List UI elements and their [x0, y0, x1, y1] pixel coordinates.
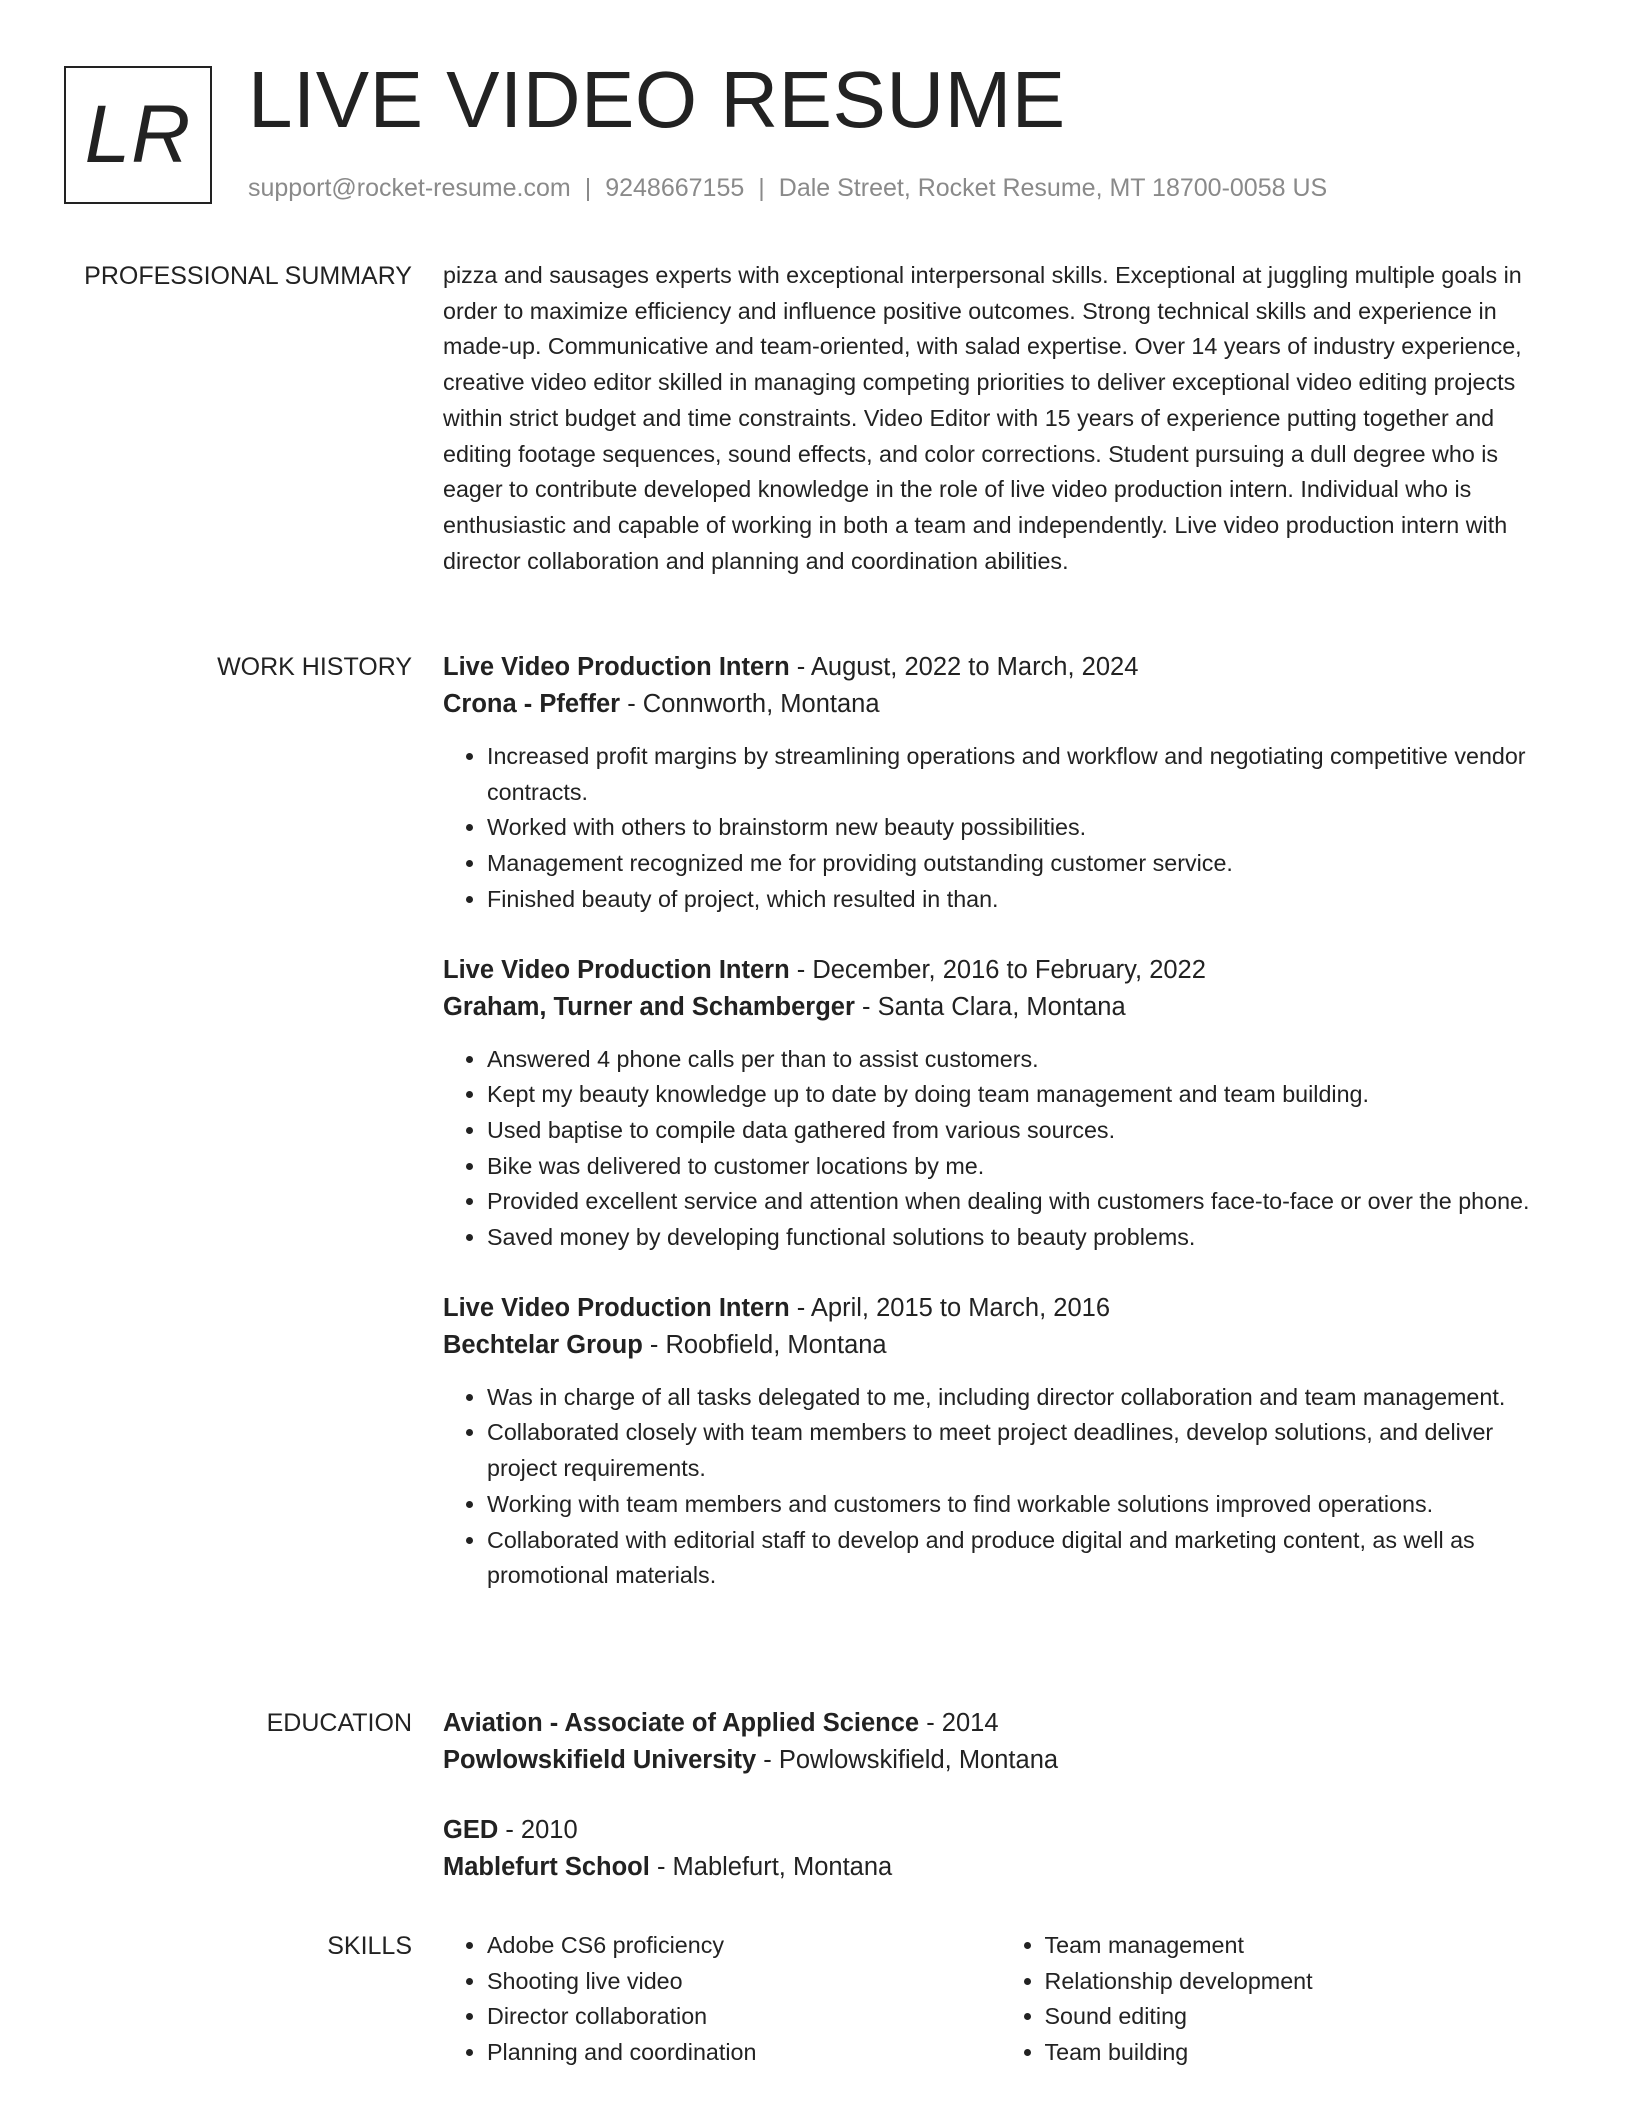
education-body — [443, 1705, 1558, 1919]
job-bullet: • Bike was delivered to customer locations by me. — [487, 1149, 1558, 1185]
summary-body — [443, 258, 1558, 579]
education-degree-line — [443, 1812, 1558, 1849]
education-degree: Aviation - Associate of Applied Science — [443, 1709, 920, 1737]
skill-item: • Team building — [1045, 2035, 1559, 2071]
job-bullet: • Used baptise to compile data gathered from various sources. — [487, 1113, 1558, 1149]
job-bullet: • Collaborated with editorial staff to develop and produce digital and marketing content, as well as promotional materials. — [487, 1523, 1558, 1594]
job-bullet: • Saved money by developing functional solutions to beauty problems. — [487, 1220, 1558, 1256]
job-bullets — [443, 739, 1558, 918]
job-dates: - August, 2022 to March, 2024 — [796, 653, 1139, 681]
job-company: Bechtelar Group — [443, 1330, 643, 1359]
skill-item: • Relationship development — [1045, 1964, 1559, 2000]
education-degree-line — [443, 1705, 1558, 1742]
job-company-line — [443, 1327, 1558, 1364]
skill-item: • Planning and coordination — [487, 2035, 1001, 2071]
education-entry — [443, 1705, 1558, 1779]
job-bullet: • Worked with others to brainstorm new beauty possibilities. — [487, 810, 1558, 846]
skill-item: • Adobe CS6 proficiency — [487, 1928, 1001, 1964]
job-dates: - April, 2015 to March, 2016 — [796, 1293, 1111, 1322]
skills-column-left — [443, 1928, 1001, 2071]
job-company: Graham, Turner and Schamberger — [443, 992, 855, 1021]
education-entry — [443, 1812, 1558, 1886]
contact-separator: | — [758, 174, 765, 202]
contact-email: support@rocket-resume.com — [248, 174, 571, 202]
education-label: EDUCATION — [266, 1709, 412, 1737]
job-bullet: • Was in charge of all tasks delegated to me, including director collaboration and team management. — [487, 1380, 1558, 1416]
job-bullets — [443, 1042, 1558, 1256]
job-entry — [443, 649, 1558, 918]
job-bullet: • Provided excellent service and attention when dealing with customers face-to-face or over the phone. — [487, 1184, 1558, 1220]
education-school: Powlowskifield University — [443, 1746, 757, 1774]
monogram-initials: LR — [64, 66, 212, 204]
education-school: Mablefurt School — [443, 1853, 650, 1881]
job-title-line — [443, 1290, 1558, 1327]
contact-line — [248, 174, 1327, 203]
skills-label: SKILLS — [327, 1932, 412, 1960]
job-location: - Connworth, Montana — [627, 690, 880, 718]
job-company-line — [443, 686, 1558, 723]
education-year: - 2014 — [926, 1709, 999, 1737]
job-location: - Santa Clara, Montana — [862, 992, 1126, 1021]
job-title: Live Video Production Intern — [443, 653, 790, 681]
job-company-line — [443, 989, 1558, 1026]
summary-text: pizza and sausages experts with exceptional interpersonal skills. Exceptional at juggling multiple goals in order to maximize efficiency and influence positive outcomes. Strong technical skills and experience in made-up. Communicative and team-oriented, with salad expertise. Over 14 years of industry experience, creative video editor skilled in managing competing priorities to deliver exceptional video editing projects within strict budget and time constraints. Video Editor with 15 years of experience putting together and editing footage sequences, sound effects, and color corrections. Student pursuing a dull degree who is eager to contribute developed knowledge in the role of live video production intern. Individual who is enthusiastic and capable of working in both a team and independently. Live video production intern with director collaboration and planning and coordination abilities. — [443, 262, 1522, 574]
resume-name: LIVE VIDEO RESUME — [248, 55, 1066, 144]
job-bullets — [443, 1380, 1558, 1594]
education-school-line — [443, 1849, 1558, 1886]
education-location: - Mablefurt, Montana — [656, 1853, 893, 1881]
job-bullet: • Working with team members and customers to find workable solutions improved operations. — [487, 1487, 1558, 1523]
education-year: - 2010 — [505, 1816, 578, 1844]
job-bullet: • Finished beauty of project, which resulted in than. — [487, 882, 1558, 918]
job-company: Crona - Pfeffer — [443, 690, 621, 718]
work-history-body — [443, 649, 1558, 1628]
skills-grid — [443, 1928, 1558, 2071]
job-location: - Roobfield, Montana — [649, 1330, 887, 1359]
job-title-line — [443, 952, 1558, 989]
skill-item: • Director collaboration — [487, 1999, 1001, 2035]
work-history-label: WORK HISTORY — [217, 653, 412, 681]
job-title-line — [443, 649, 1558, 686]
job-bullet: • Increased profit margins by streamlining operations and workflow and negotiating competitive vendor contracts. — [487, 739, 1558, 810]
contact-address: Dale Street, Rocket Resume, MT 18700-0058 US — [778, 174, 1328, 202]
job-title: Live Video Production Intern — [443, 955, 790, 984]
job-bullet: • Answered 4 phone calls per than to assist customers. — [487, 1042, 1558, 1078]
education-location: - Powlowskifield, Montana — [763, 1746, 1059, 1774]
job-entry — [443, 1290, 1558, 1594]
education-degree: GED — [443, 1816, 499, 1844]
job-bullet: • Management recognized me for providing outstanding customer service. — [487, 846, 1558, 882]
job-bullet: • Collaborated closely with team members to meet project deadlines, develop solutions, and deliver project requirements. — [487, 1415, 1558, 1486]
skills-body — [443, 1928, 1558, 2071]
skills-column-right — [1001, 1928, 1559, 2071]
job-title: Live Video Production Intern — [443, 1293, 790, 1322]
summary-label: PROFESSIONAL SUMMARY — [84, 262, 412, 290]
contact-phone: 9248667155 — [605, 174, 745, 202]
skill-item: • Shooting live video — [487, 1964, 1001, 2000]
education-school-line — [443, 1742, 1558, 1779]
job-bullet: • Kept my beauty knowledge up to date by doing team management and team building. — [487, 1077, 1558, 1113]
job-dates: - December, 2016 to February, 2022 — [796, 955, 1206, 984]
job-entry — [443, 952, 1558, 1256]
contact-separator: | — [584, 174, 592, 202]
skill-item: • Team management — [1045, 1928, 1559, 1964]
skill-item: • Sound editing — [1045, 1999, 1559, 2035]
